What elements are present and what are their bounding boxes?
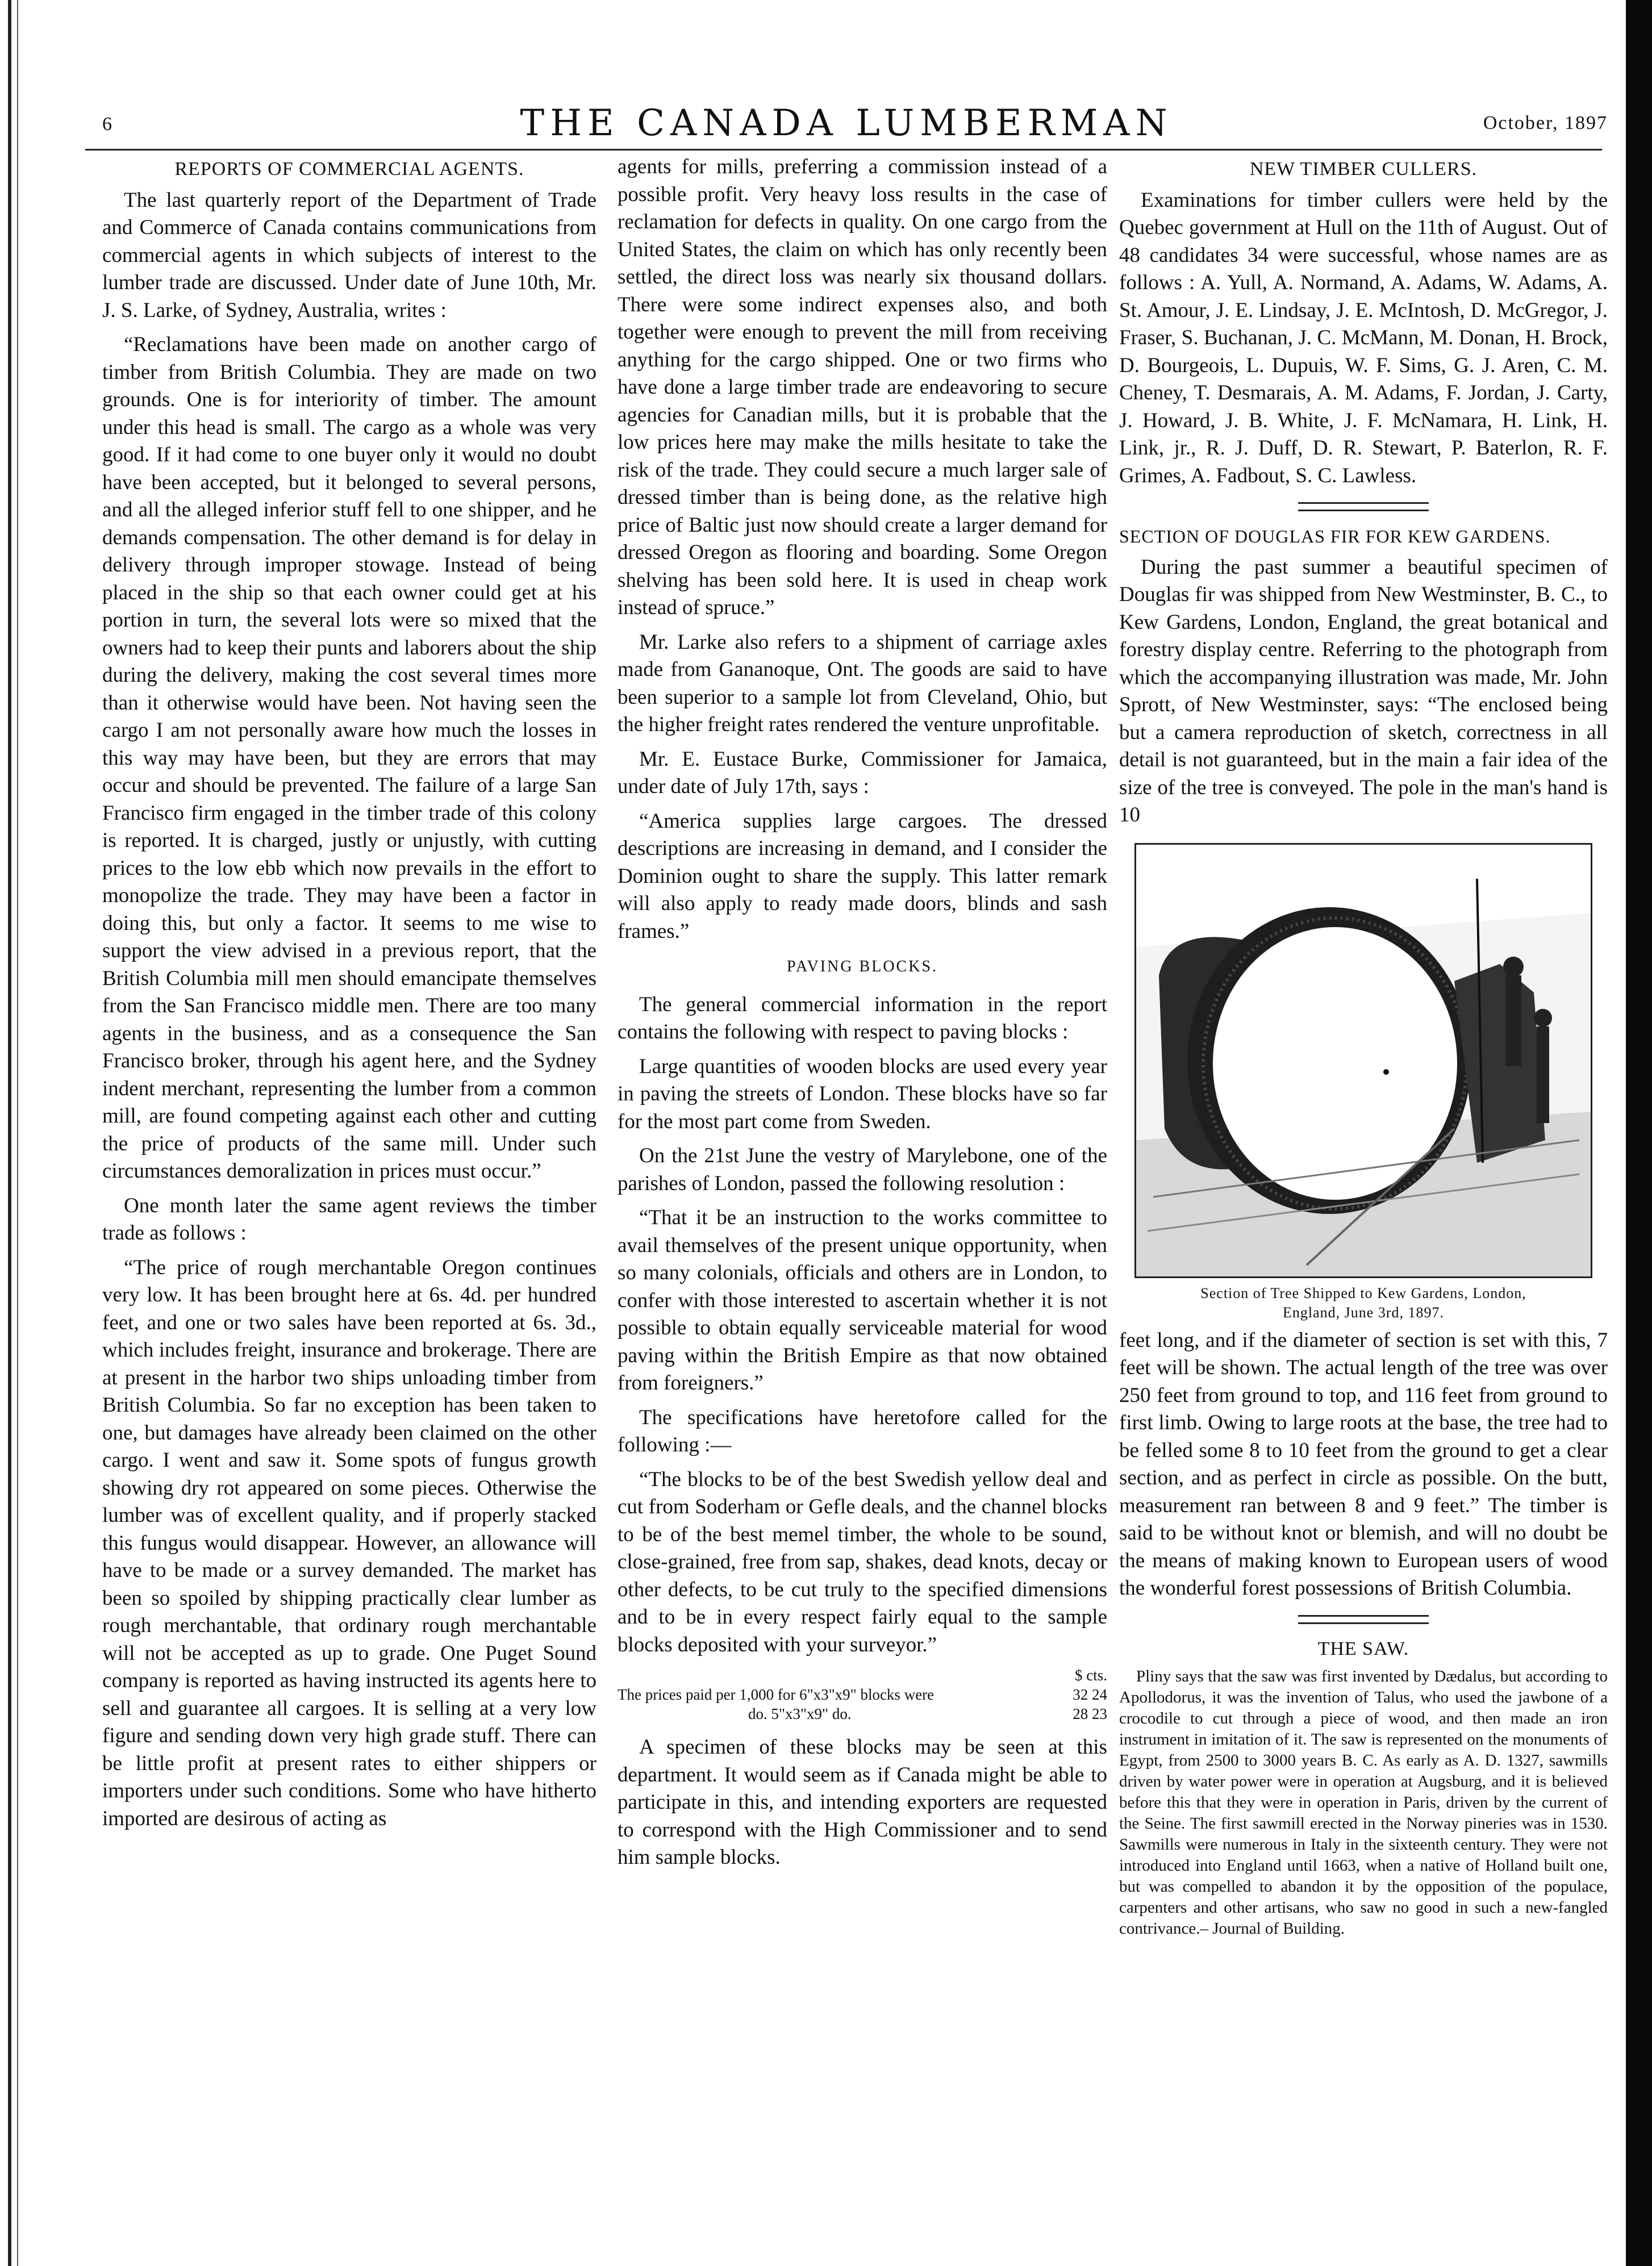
column-3 (1119, 153, 1608, 1939)
page-edge-rule-thin (17, 0, 18, 2266)
article-paragraph: Pliny says that the saw was first invented by Dædalus, but according to Apollodorus, it was the invention of Talus, who used the jawbone of a crocodile to cut through a piece of wood, and then made an iron instrument in imitation of it. The saw is represented on the monuments of Egypt, from 2500 to 3000 years B. C. As early as A. D. 1327, sawmills driven by water power were in operation at Augsburg, and it is believed before this that they were in operation in Paris, driven by the current of the Seine. The first sawmill erected in the Norway pineries was in 1530. Sawmills were numerous in Italy in the sixteenth century. They were not introduced into England until 1663, when a native of Holland built one, but was compelled to abandon it by the opposition of the populace, carpenters and other artisans, who saw no good in such a new-fangled contrivance.– Journal of Building. (1119, 1667, 1608, 1938)
scan-edge-bar (1626, 0, 1652, 2266)
article-paragraph: Mr. Larke also refers to a shipment of carriage axles made from Gananoque, Ont. The goods are said to have been superior to a sample lot from Cleveland, Ohio, but the higher freight rates rendered the venture unprofitable. (618, 630, 1107, 736)
page-edge-rule (8, 0, 11, 2266)
article-paragraph: The last quarterly report of the Department of Trade and Commerce of Canada contains communications from commercial agents in which subjects of interest to the lumber trade are discussed. Under date of June 10th, Mr. J. S. Larke, of Sydney, Australia, writes : (102, 188, 596, 322)
page-number: 6 (102, 114, 112, 135)
article-paragraph: “America supplies large cargoes. The dressed descriptions are increasing in demand, and I consider the Dominion ought to share the supply. This latter remark will also apply to ready made doors, blinds and sash frames.” (618, 809, 1107, 943)
article-paragraph: “Reclamations have been made on another cargo of timber from British Columbia. They are made on two grounds. One is for interiority of timber. The amount under this head is small. The cargo as a whole was very good. If it had come to one buyer only it would no doubt have been accepted, but it belonged to several persons, and all the alleged inferior stuff fell to one shipper, and he demands compensation. The other demand is for delay in delivery through improper stowage. Instead of being placed in the ship so that each owner could get at his portion in turn, the several lots were so mixed that the owners had to keep their punts and laborers about the ship during the delivery, making the cost several times more than it otherwise would have been. Not having seen the cargo I am not personally aware how much the losses in this way may have been, but they are errors that may occur and should be prevented. The failure of a large San Francisco firm engaged in the timber trade of this colony is reported. It is charged, justly or unjustly, with cutting prices to the low ebb which now prevails in the effort to monopolize the trade. They may have been a factor in doing this, but only a factor. It seems to me wise to support the view advised in a previous report, that the British Columbia mill men should emancipate themselves from the San Francisco middle men. There are too many agents in the business, and as a consequence the San Francisco broker, through his agent here, and the Sydney indent merchant, representing the lumber from a common mill, are found competing against each other and cutting the price of products of the same mill. Under such circumstances demoralization in prices must occur.” (102, 333, 596, 1183)
article-heading-timber-cullers: NEW TIMBER CULLERS. (1249, 158, 1478, 180)
article-paragraph: On the 21st June the vestry of Marylebone, one of the parishes of London, passed the following resolution : (618, 1144, 1107, 1195)
article-paragraph: “The price of rough merchantable Oregon continues very low. It has been brought here at 6s. 4d. per hundred feet, and one or two sales have been reported at 6s. 3d., which includes freight, insurance and brokerage. There are at present in the harbor two ships unloading timber from British Columbia. So far no exception has been taken to one, but damages have already been claimed on the other cargo. I went and saw it. Some spots of fungus growth showing dry rot appeared on some pieces. Otherwise the lumber was of excellent quality, and if properly stacked this fungus would disappear. However, an allowance will have to be made or a survey demanded. The market has been so spoiled by shipping practically clear lumber as rough merchantable, that ordinary rough merchantable will not be accepted as up to grade. One Puget Sound company is reported as having instructed its agents here to sell and guarantee all cargoes. It is selling at a very low figure and sending down very high grade stuff. There can be little profit at present rates to either shippers or importers under such conditions. Some who have hitherto imported are desirous of acting as (102, 1255, 596, 1830)
price-row-value: 32 24 (1073, 1686, 1107, 1703)
price-row (618, 1685, 1107, 1704)
tree-section-drawing (1136, 845, 1591, 1276)
price-unit-header: $ cts. (1075, 1667, 1107, 1684)
article-paragraph: Mr. E. Eustace Burke, Commissioner for Jamaica, under date of July 17th, says : (618, 747, 1107, 798)
article-paragraph: agents for mills, preferring a commission instead of a possible profit. Very heavy loss results in the case of reclamation for defects in quality. On one cargo from the United States, the claim on which has only recently been settled, the direct loss was nearly six thousand dollars. There were some indirect expenses also, and both together were enough to prevent the mill from receiving anything for the cargo shipped. One or two firms who have done a large timber trade are endeavoring to secure agencies for Canadian mills, but it is probable that the low prices here may make the mills hesitate to take the risk of the trade. They could secure a much larger sale of dressed timber than is being done, as the relative high price of Baltic just now should create a larger demand for dressed Oregon as flooring and boarding. Some Oregon shelving has been sold here. It is used in cheap work instead of spruce.” (618, 155, 1107, 619)
newspaper-title: THE CANADA LUMBERMAN (520, 102, 1173, 144)
article-paragraph: “That it be an instruction to the works committee to avail themselves of the present unique opportunity, when so many colonials, officials and others are in London, to confer with those interested to ascertain whether it is not possible to obtain equally serviceable material for wood paving within the British Empire as that now obtained from foreigners.” (618, 1206, 1107, 1395)
figure-caption-line: England, June 3rd, 1897. (1283, 1304, 1444, 1321)
price-row-label: The prices paid per 1,000 for 6"x3"x9" blocks were (618, 1686, 935, 1703)
tree-section-figure (1119, 843, 1608, 1322)
article-paragraph: feet long, and if the diameter of section is set with this, 7 feet will be shown. The actual length of the tree was over 250 feet from ground to top, and 116 feet from ground to first limb. Owing to large roots at the base, the tree had to be felled some 8 to 10 feet from the ground to get a clear section, and as perfect in circle as possible. On the butt, measurement ran between 8 and 9 feet.” The timber is said to be without knot or blemish, and will no doubt be the means of making known to European users of wood the wonderful forest possessions of British Columbia. (1119, 1328, 1608, 1600)
price-row-label: do. 5"x3"x9" do. (748, 1705, 852, 1722)
article-heading-douglas-fir: SECTION OF DOUGLAS FIR FOR KEW GARDENS. (1119, 526, 1551, 546)
article-paragraph: Large quantities of wooden blocks are used every year in paving the streets of London. These blocks have so far for the most part come from Sweden. (618, 1054, 1107, 1133)
article-heading-commercial-agents: REPORTS OF COMMERCIAL AGENTS. (174, 158, 524, 180)
price-table (618, 1666, 1107, 1724)
article-paragraph: One month later the same agent reviews the timber trade as follows : (102, 1193, 596, 1245)
tree-section-illustration (1134, 843, 1592, 1278)
article-paragraph: The specifications have heretofore called for the following :— (618, 1405, 1107, 1457)
article-paragraph: Examinations for timber cullers were held by the Quebec government at Hull on the 11th of August. Out of 48 candidates 34 were successful, whose names are as follows : A. Yull, A. Normand, A. Adams, W. Adams, A. St. Amour, J. E. Lindsay, J. E. McIntosh, D. McGregor, J. Fraser, S. Buchanan, J. C. McMann, M. Donan, H. Brock, D. Bourgeois, L. Dupuis, W. F. Sims, G. J. Aren, C. M. Cheney, T. Desmarais, A. M. Adams, F. Jordan, J. Carty, J. Howard, J. B. White, J. F. McNamara, H. Link, H. Link, jr., R. J. Duff, D. R. Stewart, P. Baterlon, R. F. Grimes, A. Fadbout, S. C. Lawless. (1119, 188, 1608, 487)
article-paragraph: The general commercial information in the report contains the following with respect to paving blocks : (618, 992, 1107, 1044)
article-heading-the-saw: THE SAW. (1317, 1638, 1409, 1659)
article-paragraph: During the past summer a beautiful specimen of Douglas fir was shipped from New Westminster, B. C., to Kew Gardens, London, England, the great botanical and forestry display centre. Referring to the photograph from which the accompanying illustration was made, Mr. John Sprott, of New Westminster, says: “The enclosed being but a camera reproduction of sketch, correctness in all detail is not guaranteed, but in the main a fair idea of the size of the tree is conveyed. The pole in the man's hand is 10 (1119, 555, 1608, 827)
figure-caption (1119, 1284, 1608, 1322)
subheading-paving-blocks: PAVING BLOCKS. (786, 958, 938, 975)
masthead-rule (85, 149, 1602, 151)
issue-date: October, 1897 (1483, 112, 1608, 133)
masthead (85, 102, 1608, 148)
price-row (618, 1704, 1107, 1724)
article-paragraph: “The blocks to be of the best Swedish yellow deal and cut from Soderham or Gefle deals, and the channel blocks to be of the best memel timber, the whole to be sound, close-grained, free from sap, shakes, dead knots, decay or other defects, to be cut truly to the specified dimensions and to be in every respect fairly equal to the sample blocks deposited with your surveyor.” (618, 1467, 1107, 1656)
section-divider (1298, 1615, 1429, 1624)
figure-caption-line: Section of Tree Shipped to Kew Gardens, London, (1200, 1284, 1526, 1301)
section-divider (1298, 502, 1429, 511)
saw-article (1119, 1666, 1608, 1939)
article-paragraph: A specimen of these blocks may be seen at this department. It would seem as if Canada might be able to participate in this, and intending exporters are requested to correspond with the High Commissioner and to send him sample blocks. (618, 1735, 1107, 1869)
column-1 (102, 153, 596, 1839)
column-2 (618, 153, 1107, 1879)
price-row-value: 28 23 (1073, 1705, 1107, 1722)
